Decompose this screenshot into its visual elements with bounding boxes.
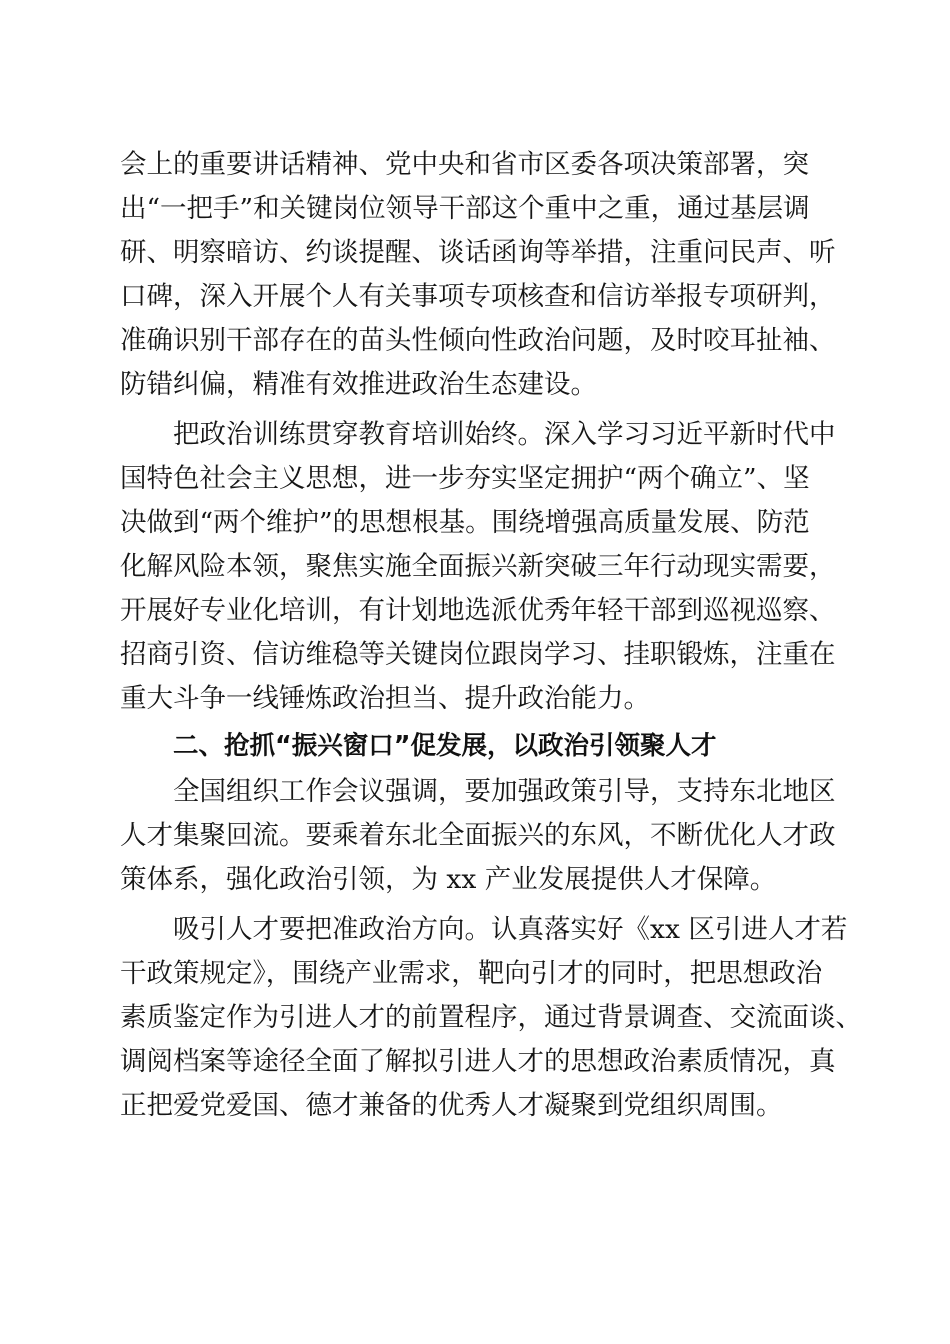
text-line: 重大斗争一线锤炼政治担当、提升政治能力。	[120, 683, 650, 714]
paragraph-first-line: 全国组织工作会议强调，要加强政策引导，支持东北地区	[173, 776, 836, 807]
paragraph-first-line: 吸引人才要把准政治方向。认真落实好《xx 区引进人才若	[173, 914, 848, 945]
text-line: 化解风险本领，聚焦实施全面振兴新突破三年行动现实需要，	[120, 551, 836, 582]
text-line: 会上的重要讲话精神、党中央和省市区委各项决策部署，突	[120, 149, 809, 180]
text-line: 防错纠偏，精准有效推进政治生态建设。	[120, 369, 597, 400]
text-line: 国特色社会主义思想，进一步夯实坚定拥护“两个确立”、坚	[120, 463, 810, 494]
text-line: 准确识别干部存在的苗头性倾向性政治问题，及时咬耳扯袖、	[120, 325, 836, 356]
section-heading: 二、抢抓“振兴窗口”促发展，以政治引领聚人才	[173, 731, 717, 761]
text-line: 策体系，强化政治引领，为 xx 产业发展提供人才保障。	[120, 864, 777, 895]
text-line: 开展好专业化培训，有计划地选派优秀年轻干部到巡视巡察、	[120, 595, 836, 626]
text-line: 素质鉴定作为引进人才的前置程序，通过背景调查、交流面谈、	[120, 1002, 862, 1033]
text-line: 人才集聚回流。要乘着东北全面振兴的东风，不断优化人才政	[120, 820, 836, 851]
text-line: 口碑，深入开展个人有关事项专项核查和信访举报专项研判，	[120, 281, 836, 312]
text-line: 出“一把手”和关键岗位领导干部这个重中之重，通过基层调	[120, 193, 810, 224]
text-line: 干政策规定》，围绕产业需求，靶向引才的同时，把思想政治	[120, 958, 823, 989]
text-line: 调阅档案等途径全面了解拟引进人才的思想政治素质情况，真	[120, 1046, 836, 1077]
paragraph-first-line: 把政治训练贯穿教育培训始终。深入学习习近平新时代中	[173, 419, 836, 450]
text-line: 决做到“两个维护”的思想根基。围绕增强高质量发展、防范	[120, 507, 810, 538]
text-line: 研、明察暗访、约谈提醒、谈话函询等举措，注重问民声、听	[120, 237, 836, 268]
text-line: 招商引资、信访维稳等关键岗位跟岗学习、挂职锻炼，注重在	[120, 639, 836, 670]
text-line: 正把爱党爱国、德才兼备的优秀人才凝聚到党组织周围。	[120, 1090, 783, 1121]
